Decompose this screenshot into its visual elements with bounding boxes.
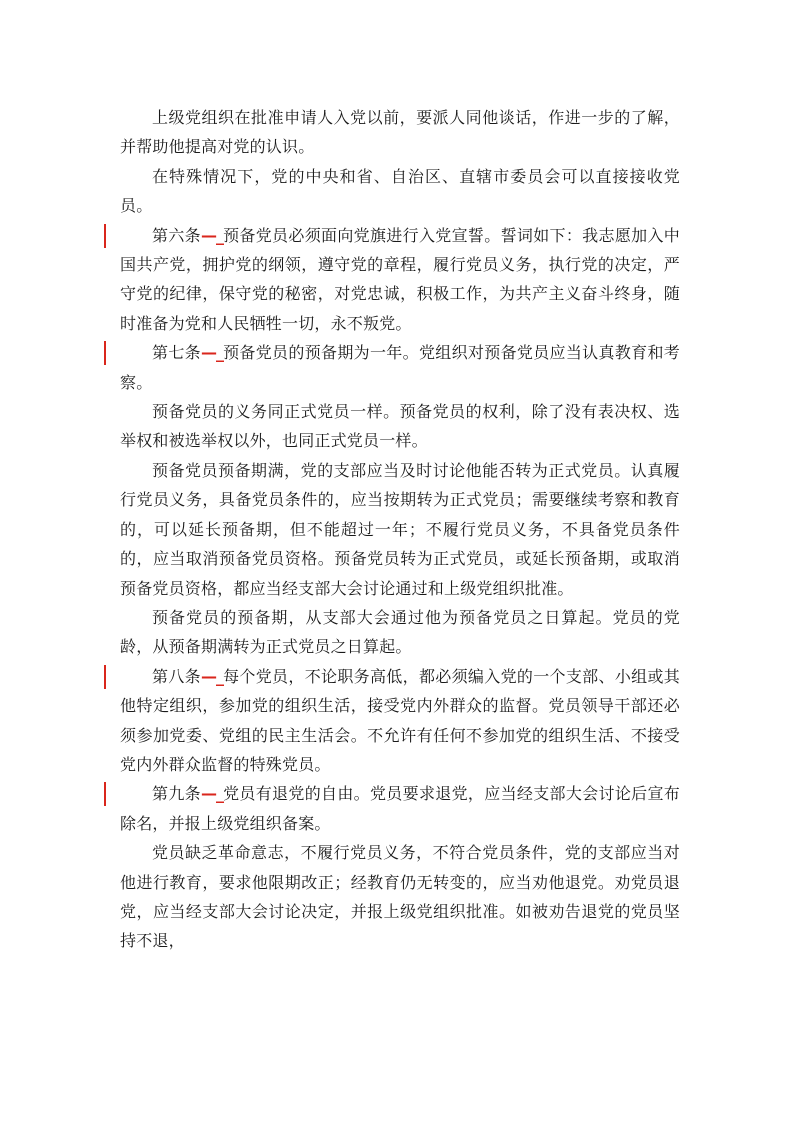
- article-7-paragraph: [120, 338, 680, 397]
- revision-mark: [104, 341, 106, 365]
- revision-dash: —_: [200, 343, 223, 363]
- revision-dash: —_: [200, 666, 223, 686]
- paragraph-text: 预备党员预备期满，党的支部应当及时讨论他能否转为正式党员。认真履行党员义务，具备党员条件的，应当按期转为正式党员；需要继续考察和教育的，可以延长预备期，但不能超过一年；不履行党员义务，不具备党员条件的，应当取消预备党员资格。预备党员转为正式党员，或延长预备期，或取消预备党员资格，都应当经支部大会讨论通过和上级党组织批准。: [120, 460, 680, 598]
- paragraph-text: 党员缺乏革命意志，不履行党员义务，不符合党员条件，党的支部应当对他进行教育，要求他限期改正；经教育仍无转变的，应当劝他退党。劝党员退党，应当经支部大会讨论决定，并报上级党组织批准。如被劝告退党的党员坚持不退，: [120, 843, 680, 951]
- paragraph-text: 在特殊情况下，党的中央和省、自治区、直辖市委员会可以直接接收党员。: [120, 166, 680, 216]
- paragraph-text: 每个党员，不论职务高低，都必须编入党的一个支部、小组或其他特定组织，参加党的组织生活，接受党内外群众的监督。党员领导干部还必须参加党委、党组的民主生活会。不允许有任何不参加党的组织生活、不接受党内外群众监督的特殊党员。: [120, 666, 680, 774]
- paragraph-text: 党员有退党的自由。党员要求退党，应当经支部大会讨论后宣布除名，并报上级党组织备案。: [120, 784, 680, 833]
- revision-dash: —_: [200, 225, 223, 245]
- paragraph-text: 预备党员的义务同正式党员一样。预备党员的权利，除了没有表决权、选举权和被选举权以外，也同正式党员一样。: [120, 402, 680, 451]
- article-6-paragraph: [120, 221, 680, 339]
- paragraph-1: [120, 103, 680, 162]
- paragraph-10: [120, 838, 680, 956]
- paragraph-6: [120, 456, 680, 603]
- article-number: 第九条: [152, 784, 201, 804]
- document-body: [120, 103, 680, 956]
- paragraph-2: [120, 162, 680, 221]
- revision-mark: [104, 665, 106, 689]
- revision-mark: [104, 224, 106, 248]
- paragraph-text: 预备党员的预备期，从支部大会通过他为预备党员之日算起。党员的党龄，从预备期满转为正式党员之日算起。: [120, 607, 680, 657]
- paragraph-7: [120, 603, 680, 662]
- revision-mark: [104, 782, 106, 806]
- paragraph-text: 上级党组织在批准申请人入党以前，要派人同他谈话，作进一步的了解，并帮助他提高对党的认识。: [120, 108, 680, 157]
- paragraph-5: [120, 397, 680, 456]
- revision-dash: —_: [200, 784, 223, 804]
- article-number: 第八条: [152, 666, 201, 686]
- article-8-paragraph: [120, 662, 680, 780]
- paragraph-text: 预备党员的预备期为一年。党组织对预备党员应当认真教育和考察。: [120, 343, 680, 392]
- paragraph-text: 预备党员必须面向党旗进行入党宣誓。誓词如下：我志愿加入中国共产党，拥护党的纲领，遵守党的章程，履行党员义务，执行党的决定，严守党的纪律，保守党的秘密，对党忠诚，积极工作，为共产主义奋斗终身，随时准备为党和人民牺牲一切，永不叛党。: [120, 225, 680, 333]
- article-number: 第七条: [152, 343, 201, 363]
- article-9-paragraph: [120, 779, 680, 838]
- article-number: 第六条: [152, 225, 201, 245]
